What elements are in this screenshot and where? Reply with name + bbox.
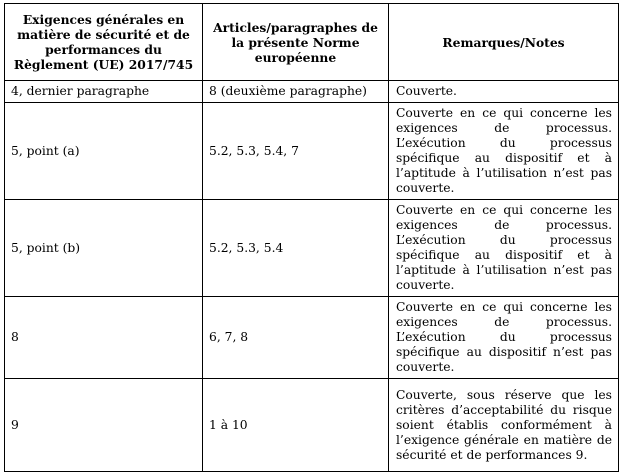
cell-clauses: 5.2, 5.3, 5.4, 7 [203,103,389,200]
cell-clauses: 6, 7, 8 [203,297,389,379]
cell-requirement: 5, point (b) [5,200,203,297]
table-header [5,4,619,81]
cell-clauses: 1 à 10 [203,379,389,472]
table-row [5,297,619,379]
cell-clauses: 8 (deuxième paragraphe) [203,81,389,103]
cell-remarks: Couverte en ce qui concerne les exigences de processus. L’exécution du processus spécifique au dispositif n’est pas couverte. [389,297,619,379]
cell-requirement: 8 [5,297,203,379]
table-row [5,379,619,472]
header-requirements: Exigences générales en matière de sécurité et de performances du Règlement (UE) 2017/745 [5,4,203,81]
cell-remarks: Couverte en ce qui concerne les exigences de processus. L’exécution du processus spécifique au dispositif et à l’aptitude à l’utilisation n’est pas couverte. [389,200,619,297]
cell-requirement: 9 [5,379,203,472]
cell-requirement: 4, dernier paragraphe [5,81,203,103]
header-row [5,4,619,81]
correspondence-table [4,3,619,472]
cell-requirement: 5, point (a) [5,103,203,200]
table-row [5,81,619,103]
cell-remarks: Couverte, sous réserve que les critères d’acceptabilité du risque soient établis conformément à l’exigence générale en matière de sécurité et de performances 9. [389,379,619,472]
cell-clauses: 5.2, 5.3, 5.4 [203,200,389,297]
table-body [5,81,619,472]
table-row [5,200,619,297]
table-row [5,103,619,200]
cell-remarks: Couverte en ce qui concerne les exigences de processus. L’exécution du processus spécifique au dispositif et à l’aptitude à l’utilisation n’est pas couverte. [389,103,619,200]
header-remarks: Remarques/Notes [389,4,619,81]
header-clauses: Articles/paragraphes de la présente Norme européenne [203,4,389,81]
cell-remarks: Couverte. [389,81,619,103]
